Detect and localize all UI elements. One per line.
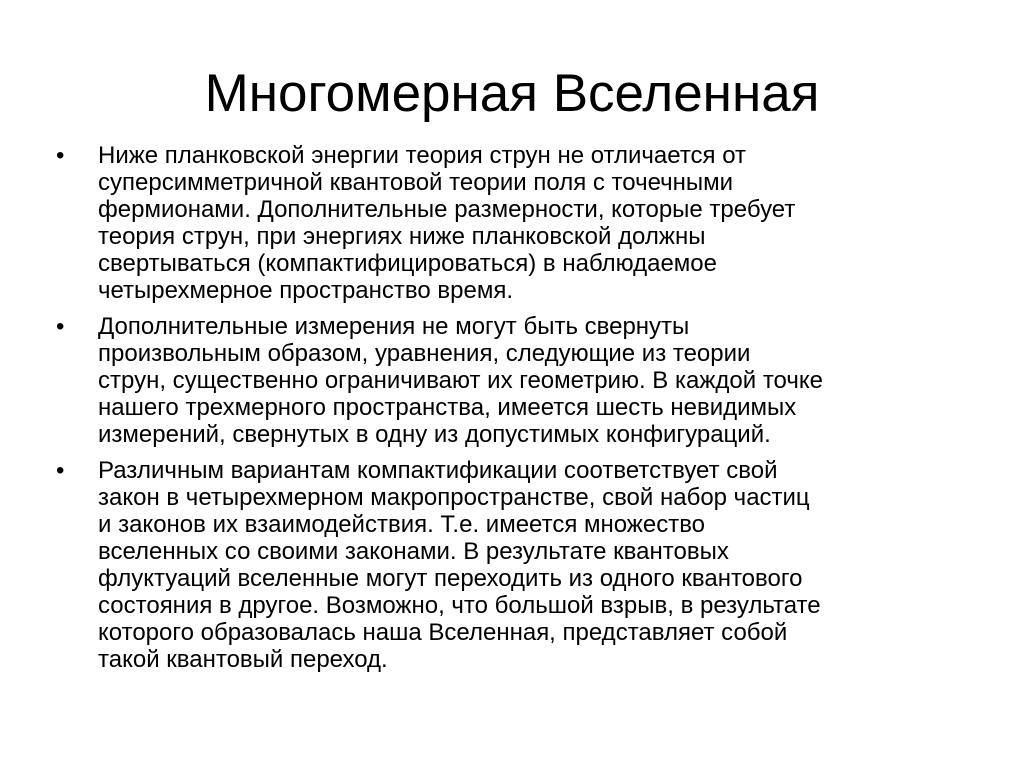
bullet-text-line: струн, существенно ограничивают их геометрию. В каждой точке xyxy=(98,367,823,394)
bullet-text-line: такой квантовый переход. xyxy=(98,646,388,673)
bullet-text-line: Ниже планковской энергии теория струн не отличается от xyxy=(98,142,747,169)
bullet-marker: • xyxy=(56,457,65,484)
bullet-text-line: измерений, свернутых в одну из допустимых конфигураций. xyxy=(98,421,771,448)
bullet-text-line: теория струн, при энергиях ниже планковской должны xyxy=(98,223,706,250)
bullet-item xyxy=(56,142,976,304)
bullet-item xyxy=(56,457,976,673)
bullet-text-line: свертываться (компактифицироваться) в наблюдаемое xyxy=(98,250,717,277)
bullet-text-line: суперсимметричной квантовой теории поля с точечными xyxy=(98,169,734,196)
bullet-marker: • xyxy=(56,142,65,169)
bullet-text-line: Дополнительные измерения не могут быть свернуты xyxy=(98,313,690,340)
bullet-item xyxy=(56,313,976,448)
slide-title: Многомерная Вселенная xyxy=(204,64,820,123)
bullet-list xyxy=(56,142,976,682)
bullet-marker: • xyxy=(56,313,65,340)
bullet-text-line: флуктуаций вселенные могут переходить из одного квантового xyxy=(98,565,803,592)
bullet-text-line: четырехмерное пространство время. xyxy=(98,277,514,304)
bullet-text-line: фермионами. Дополнительные размерности, которые требует xyxy=(98,196,796,223)
bullet-text-line: Различным вариантам компактификации соответствует свой xyxy=(98,457,778,484)
bullet-text-line: и законов их взаимодействия. Т.е. имеется множество xyxy=(98,511,706,538)
bullet-text-line: произвольным образом, уравнения, следующие из теории xyxy=(98,340,751,367)
bullet-text-line: вселенных со своими законами. В результате квантовых xyxy=(98,538,729,565)
bullet-text-line: которого образовалась наша Вселенная, представляет собой xyxy=(98,619,788,646)
bullet-text-line: состояния в другое. Возможно, что большой взрыв, в результате xyxy=(98,592,821,619)
bullet-text-line: нашего трехмерного пространства, имеется шесть невидимых xyxy=(98,394,797,421)
bullet-text-line: закон в четырехмерном макропространстве, свой набор частиц xyxy=(98,484,810,511)
